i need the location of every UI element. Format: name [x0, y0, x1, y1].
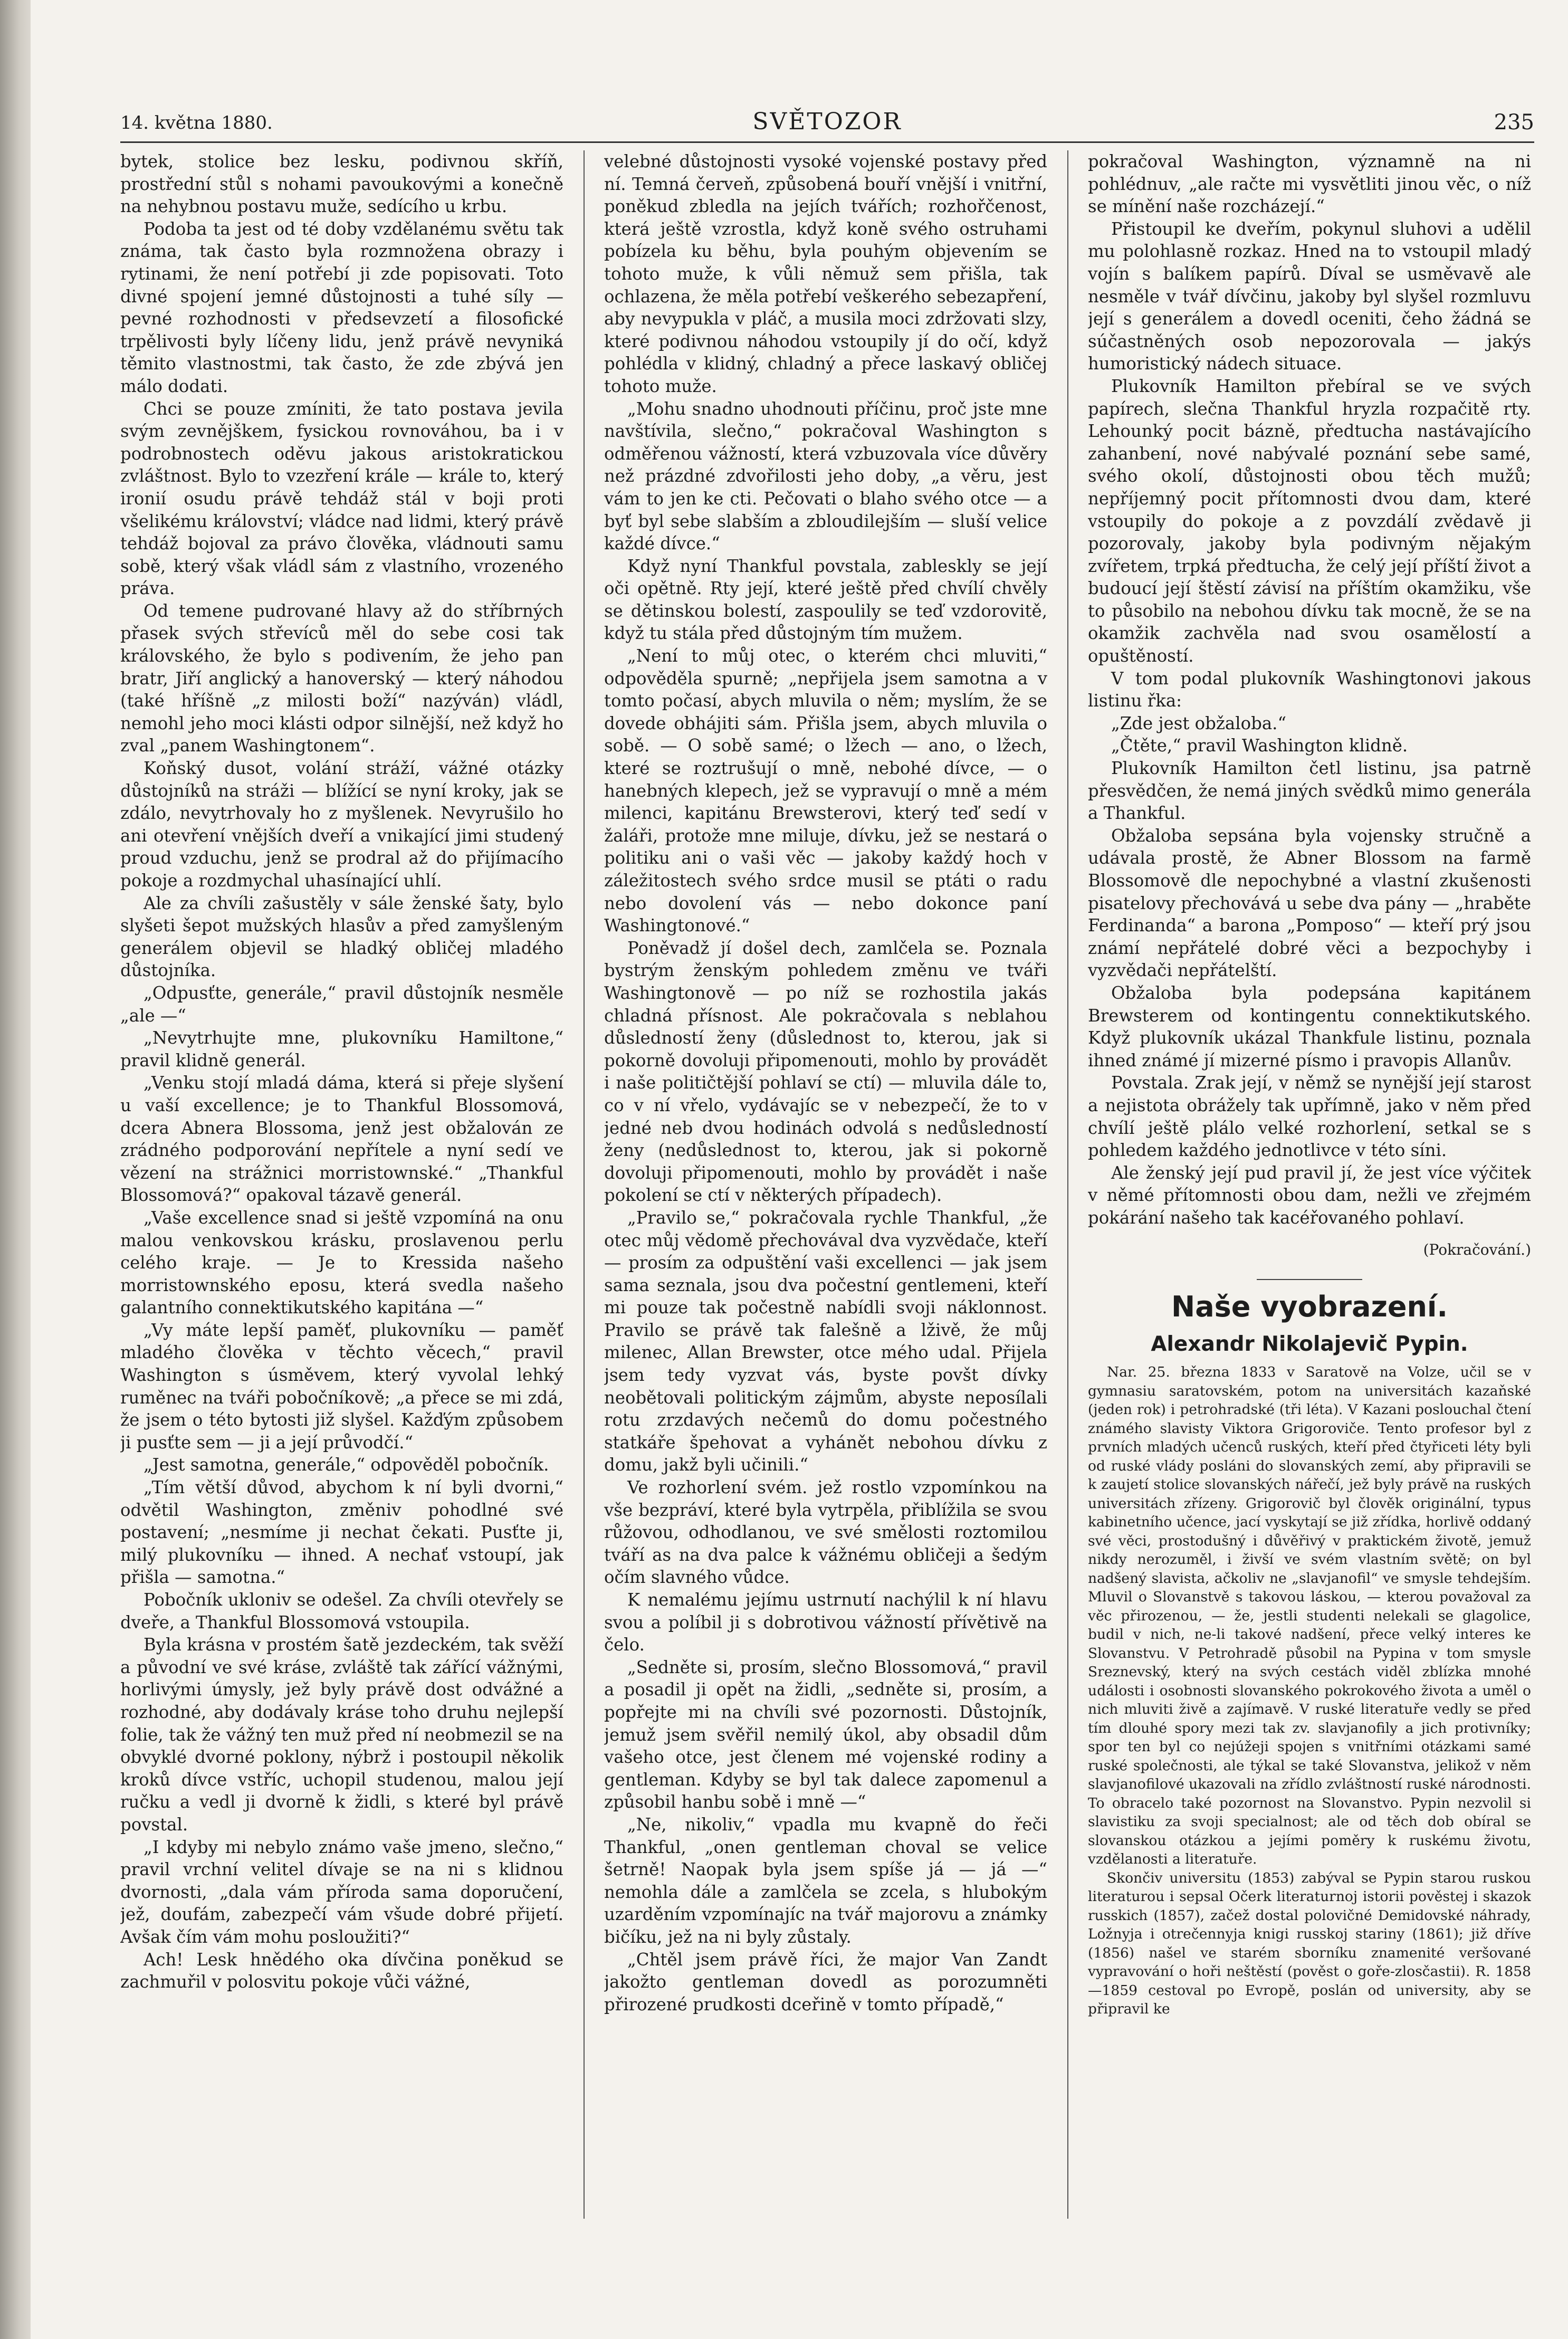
paragraph: Plukovník Hamilton přebíral se ve svých papírech, slečna Thankful hryzla rozpačitě rty. Lehounký pocit bázně, předtucha nastávajícího zahanbení, nové nabývalé poznání sebe samé, svého okolí, důstojnosti obou těch mužů; nepříjemný pocit přítomnosti dvou dam, které vstoupily do pokoje a z povzdálí zvědavě ji pozorovaly, jakoby byla podivným nějakým zvířetem, trpká předtucha, že celý její příští život a budoucí její štěstí závisí na příštím okamžiku, vše to působilo na nebohou dívku tak mocně, že se na okamžik zachvěla nad svou osamělostí a opuštěností. — [1088, 376, 1531, 666]
column-divider — [584, 150, 585, 2219]
paragraph: „Tím větší důvod, abychom k ní byli dvorni,“ odvětil Washington, změniv pohodlné své postavení; „nesmíme ji nechat čekati. Pusťte ji, milý plukovníku — ihned. A nechať vstoupí, jak přišla — samotna.“ — [120, 1477, 563, 1588]
page-number: 235 — [1494, 110, 1534, 135]
masthead-title: SVĚTOZOR — [752, 108, 902, 135]
paragraph: bytek, stolice bez lesku, podivnou skříň, prostřední stůl s nohami pavoukovými a konečně na nehybnou postavu muže, sedícího u krbu. — [120, 151, 563, 217]
paragraph: Plukovník Hamilton četl listinu, jsa patrně přesvědčen, že nemá jiných svědků mimo generála a Thankful. — [1088, 758, 1531, 824]
paragraph: Byla krásna v prostém šatě jezdeckém, tak svěží a původní ve své kráse, zvláště tak zářící vážnými, horlivými úmysly, jež byly právě dost odvážné a rozhodné, aby dodávaly kráse toho druhu nejlepší folie, tak že vážný ten muž před ní neobmezil se na obvyklé dvorné poklony, nýbrž i postoupil několik kroků dívce vstříc, uchopil studenou, malou její ručku a vedl ji dvorně k židli, s které byl právě povstal. — [120, 1635, 563, 1835]
paragraph: „Vaše excellence snad si ještě vzpomíná na onu malou venkovskou krásku, proslavenou perlu celého kraje. — Je to Kressida našeho morristownského eposu, která svedla našeho galantního connektikutského kapitána —“ — [120, 1207, 563, 1318]
paragraph: V tom podal plukovník Washingtonovi jakous listinu řka: — [1088, 668, 1531, 711]
paragraph: „Není to můj otec, o kterém chci mluviti,“ odpověděla spurně; „nepřijela jsem samotna a v tomto počasí, abych mluvila o něm; myslím, že se dovede obhájiti sám. Přišla jsem, abych mluvila o sobě. — O sobě samé; o lžech — ano, o lžech, které se roztrušují o mně, nebohé dívce, — o hanebných klepech, jež se vypravují o mně a mém milenci, kapitánu Brewsterovi, který teď sedí v žaláři, protože mne miluje, dívku, jež se nestará o politiku ani o vaši věc — jakoby každý hoch v záležitostech svého srdce musil se ptáti o radu nebo dovolení vás — nebo dokonce paní Washingtonové.“ — [604, 646, 1047, 936]
paragraph: „Jest samotna, generále,“ odpověděl pobočník. — [144, 1455, 549, 1475]
paragraph: „Ne, nikoliv,“ vpadla mu kvapně do řeči Thankful, „onen gentleman choval se velice šetrně! Naopak byla jsem spíše já — já —“ nemohla dále a zamlčela se zcela, s hlubokým uzarděním vzpomínajíc na tvář majorovu a známky bičíku, jež na ni byly zůstaly. — [604, 1814, 1047, 1947]
paragraph: velebné důstojnosti vysoké vojenské postavy před ní. Temná červeň, způsobená bouří vnější i vnitřní, poněkud zbledla na jejích tvářích; rozhořčenost, která ještě vzrostla, když koně svého ostruhami pobízela ku běhu, byla pouhým objevením se tohoto muže, k vůli němuž sem přišla, tak ochlazena, že měla potřebí veškerého sebezapření, aby nevypukla v pláč, a musila moci zdržovati slzy, které podivnou náhodou vstoupily jí do očí, když pohlédla v klidný, chladný a přece laskavý obličej tohoto muže. — [604, 151, 1047, 396]
header-rule — [120, 141, 1534, 143]
paragraph: Přistoupil ke dveřím, pokynul sluhovi a udělil mu polohlasně rozkaz. Hned na to vstoupil mladý vojín s balíkem papírů. Díval se usměvavě ale nesměle v tvář dívčinu, jakoby byl slyšel rozmluvu její s generálem a dovedl oceniti, čeho žádná se súčastněných osob nepozorovala — jakýs humoristický nádech situace. — [1088, 218, 1531, 374]
paragraph: Podoba ta jest od té doby vzdělanému světu tak známa, tak často byla rozmnožena obrazy i rytinami, že není potřebí ji zde popisovati. Toto divné spojení jemné důstojnosti a tuhé síly — pevné rozhodnosti v předsevzetí a filosofické trpělivosti byly líčeny lidu, jenž právě nevyniká těmito vlastnostmi, tak často, že zde zbývá jen málo dodati. — [120, 218, 563, 396]
paragraph: Ale za chvíli zašustěly v sále ženské šaty, bylo slyšeti šepot mužských hlasův a před zamyšleným generálem objevil se hladký obličej mladého důstojníka. — [120, 893, 563, 981]
text-column-1 — [120, 150, 563, 2314]
paragraph: Od temene pudrované hlavy až do stříbrných přasek svých střevíců měl do sebe cosi tak královského, že bylo s podivením, že jeho pan bratr, Jiří anglický a hanoverský — který náhodou (také hříšně „z milosti boží“ nazýván) vládl, nemohl jeho moci klásti odpor silnější, než když ho zval „panem Washingtonem“. — [120, 600, 563, 756]
section-divider — [1257, 1279, 1362, 1280]
paragraph: Ale ženský její pud pravil jí, že jest více výčitek v němé přítomnosti obou dam, nežli ve zřejmém pokárání našeho tak kacéřovaného pohlaví. — [1088, 1162, 1531, 1228]
issue-date: 14. května 1880. — [120, 112, 273, 133]
text-column-3 — [1088, 150, 1531, 2314]
text-column-2 — [604, 150, 1047, 2314]
paragraph: K nemalému jejímu ustrnutí nachýlil k ní hlavu svou a políbil ji s dobrotivou vážností přívětivě na čelo. — [604, 1590, 1047, 1655]
continuation-note: (Pokračování.) — [1423, 1240, 1531, 1258]
newspaper-page — [31, 0, 1568, 2339]
section-title: Naše vyobrazení. — [1171, 1290, 1448, 1324]
paragraph: Chci se pouze zmíniti, že tato postava jevila svým zevnějškem, fysickou rovnováhou, ba i v podrobnostech oděvu jakous aristokratickou zvláštnost. Bylo to vzezření krále — krále to, který ironií osudu právě tehdáž stál v boji proti všelikému království; vládce nad lidmi, který právě tehdáž bojoval za právo člověka, vládnouti samu sobě, který však vládl sám z vlastního, vrozeného práva. — [120, 398, 563, 599]
paragraph: „Zde jest obžaloba.“ — [1111, 713, 1287, 733]
paragraph: „I kdyby mi nebylo známo vaše jmeno, slečno,“ pravil vrchní velitel dívaje se na ni s klidnou dvornosti, „dala vám příroda sama doporučení, jež, doufám, zabezpečí vám všude dobré přijetí. Avšak čím vám mohu posloužiti?“ — [120, 1837, 563, 1947]
paragraph: Ach! Lesk hnědého oka dívčina poněkud se zachmuřil v polosvitu pokoje vůči vážné, — [120, 1949, 563, 1992]
paragraph: „Sedněte si, prosím, slečno Blossomová,“ pravil a posadil ji opět na židli, „sedněte si, prosím, a popřejte mi na chvíli své pozornosti. Důstojník, jemuž jsem svěřil nemilý úkol, aby obsadil dům vašeho otce, jest členem mé vojenské rodiny a gentleman. Kdyby se byl tak dalece zapomenul a způsobil hanbu sobě i mně —“ — [604, 1657, 1047, 1812]
paragraph: „Mohu snadno uhodnouti příčinu, proč jste mne navštívila, slečno,“ pokračoval Washington s odměřenou vážností, která vzbuzovala více důvěry než prázdné zdvořilosti jeho doby, „a věru, jest vám to jen ke cti. Pečovati o blaho svého otce — a byť byl sebe slabším a zbloudilejším — sluší velice každé dívce.“ — [604, 398, 1047, 554]
paragraph: Obžaloba byla podepsána kapitánem Brewsterem od kontingentu connektikutského. Když plukovník ukázal Thankfule listinu, poznala ihned známé jí mizerné písmo i pravopis Allanův. — [1088, 982, 1531, 1071]
paragraph: Když nyní Thankful povstala, zableskly se její oči opětně. Rty její, které ještě před chvílí chvěly se dětinskou bolestí, zaspoulily se teď vzdorovitě, když tu stála před důstojným tím mužem. — [604, 556, 1047, 644]
page-header — [120, 108, 1534, 140]
paragraph: Koňský dusot, volání stráží, vážné otázky důstojníků na stráži — blížící se nyní kroky, jak se zdálo, nevytrhovaly ho z myšlenek. Nevyrušilo ho ani otevření vnějších dveří a vnikající jimi studený proud vzduchu, jenž se prodral až do přijímacího pokoje a rozdmychal uhasínající uhlí. — [120, 758, 563, 891]
paragraph: „Odpusťte, generále,“ pravil důstojník nesměle „ale —“ — [120, 982, 563, 1026]
paragraph: „Čtěte,“ pravil Washington klidně. — [1111, 736, 1408, 756]
paragraph: „Venku stojí mladá dáma, která si přeje slyšení u vaší excellence; je to Thankful Blossomová, dcera Abnera Blossoma, jenž jest obžalován ze zrádného podporování nepřítele a nyní sedí ve vězení na strážnici morristownské.“ „Thankful Blossomová?“ opakoval tázavě generál. — [120, 1073, 563, 1206]
paragraph: Pobočník ukloniv se odešel. Za chvíli otevřely se dveře, a Thankful Blossomová vstoupila. — [120, 1590, 563, 1632]
article-title: Alexandr Nikolajevič Pypin. — [1151, 1332, 1468, 1356]
paragraph: Poněvadž jí došel dech, zamlčela se. Poznala bystrým ženským pohledem změnu ve tváři Washingtonově — po níž se rozhostila jakás chladná přísnost. Ale pokračovala s neblahou důsledností ženy (důslednost to, kterou, jak si pokorně dovoluji připomenouti, mohlo by provádět i naše političtější pohlaví se ctí) — mluvila dále to, co v ní vřelo, vydávajíc se v nebezpečí, že to v jedné neb dvou hodinách odvolá s nedůsledností ženy (nedůslednost to, kterou, jak si pokorně dovoluji připomenouti, mohlo by provádět i naše pokolení se ctí v některých případech). — [604, 938, 1047, 1206]
column-divider — [1067, 150, 1068, 2219]
article-body — [1088, 1363, 1531, 2019]
binding-shadow — [0, 0, 33, 2339]
paragraph: Nar. 25. března 1833 v Saratově na Volze, učil se v gymnasiu saratovském, potom na universitách kazaňské (jeden rok) i petrohradské (tři léta). V Kazani poslouchal čtení známého slavisty Viktora Grigoroviče. Tento profesor byl z prvních mladých učenců ruských, kteří před čtyřiceti léty byli od ruské vlády posláni do slovanských zemí, aby připravili se k zaujetí stolice slovanských nářečí, jež byly právě na ruských universitách zřízeny. Grigorovič byl člověk originální, typus kabinetního učence, jací vyskytají se již zřídka, horlivě oddaný své věci, prostodušný i důvěřivý v praktickém životě, jemuž nikdy nerozuměl, i živší ve svém vlastním světě; on byl nadšený slavista, ačkoliv ne „slavjanofil“ ve smysle tehdejším. Mluvil o Slovanstvě s takovou láskou, — kterou považoval za věc přirozenou, — že, jestli studenti nelekali se glagolice, budil v nich, ne-li takové nadšení, přece velký interes ke Slovanstvu. V Petrohradě působil na Pypina v tom smysle Sreznevský, který na svých cestách viděl zblízka mnohé události i osobnosti slovanského pokrokového života a uměl o nich mluviti živě a zajímavě. V ruské literatuře vedly se před tím dlouhé spory mezi tak zv. slavjanofily a jich protivníky; spor ten byl co nejúžeji spojen s vnitřními otázkami samé ruské společnosti, ale týkal se také Slovanstva, jelikož v něm slavjanofilové ukazovali na zřídlo zvláštností ruské národnosti. To obracelo také pozornost na Slovanstvo. Pypin nezvolil si slavistiku za svoji specialnost; ale od těch dob obíral se slovanskou otázkou a jejími poměry k ruskému životu, vzdělanosti a literatuře. — [1088, 1364, 1531, 1868]
paragraph: Ve rozhorlení svém. jež rostlo vzpomínkou na vše bezpráví, které byla vytrpěla, přiblížila se svou růžovou, odhodlanou, ve své smělosti roztomilou tváří as na dva palce k vážnému obličeji a šedým očím slavného vůdce. — [604, 1477, 1047, 1588]
paragraph: „Nevytrhujte mne, plukovníku Hamiltone,“ pravil klidně generál. — [120, 1028, 563, 1071]
paragraph: Povstala. Zrak její, v němž se nynější její starost a nejistota obrážely tak upřímně, jako v něm před chvílí ještě plálo velké rozhorlení, setkal se s pohledem každého jednotlivce v této síni. — [1088, 1073, 1531, 1161]
paragraph: „Pravilo se,“ pokračovala rychle Thankful, „že otec můj vědomě přechovával dva vyzvědače, kteří — prosím za odpuštění vaši excellenci — jak jsem sama seznala, jsou dva počestní gentlemeni, kteří mi pouze tak počestně nabídli svoji náklonnost. Pravilo se právě tak falešně a lživě, že můj milenec, Allan Brewster, otce mého udal. Přijela jsem tedy vyzvat vás, byste povšt dívky neobětovali politickým zájmům, abyste neposílali rotu zrzdavých nečemů do domu počestného statkáře špehovat a vyhánět nebohou dívku z domu, jakž byli učinili.“ — [604, 1207, 1047, 1475]
paragraph: „Vy máte lepší paměť, plukovníku — paměť mladého člověka v těchto věcech,“ pravil Washington s úsměvem, který vyvolal lehký ruměnec na tváři pobočníkově; „a přece se mi zdá, že jsem o této bytosti již slyšel. Kažďým způsobem ji pusťte sem — ji a její průvodčí.“ — [120, 1320, 563, 1453]
paragraph: „Chtěl jsem právě říci, že major Van Zandt jakožto gentleman dovedl as porozumněti přirozené prudkosti dceřině v tomto případě,“ — [604, 1949, 1047, 2015]
paragraph: pokračoval Washington, významně na ni pohlédnuv, „ale račte mi vysvětliti jinou věc, o níž se mínění naše rozcházejí.“ — [1088, 151, 1531, 217]
paragraph: Skončiv universitu (1853) zabýval se Pypin starou ruskou literaturou i sepsal Očerk literaturnoj istorii pověstej i skazok russkich (1857), začež dostal polovičné Demidovské náhrady, Ložnyja i otrečennyja knigi russkoj stariny (1861); již dříve (1856) našel ve starém sborníku znamenité veršované vypravování o hoři neštěstí (pověst o goře-zlosčastii). R. 1858—1859 cestoval po Evropě, poslán od university, aby se připravil ke — [1088, 1869, 1531, 2018]
paragraph: Obžaloba sepsána byla vojensky stručně a udávala prostě, že Abner Blossom na farmě Blossomově dle nepochybné a vlastní zkušenosti pisatelovy přechovává u sebe dva pány — „hraběte Ferdinanda“ a barona „Pomposo“ — kteří prý jsou známí nepřátelé dobré věci a bezpochyby i vyzvědači nepřátelští. — [1088, 825, 1531, 981]
